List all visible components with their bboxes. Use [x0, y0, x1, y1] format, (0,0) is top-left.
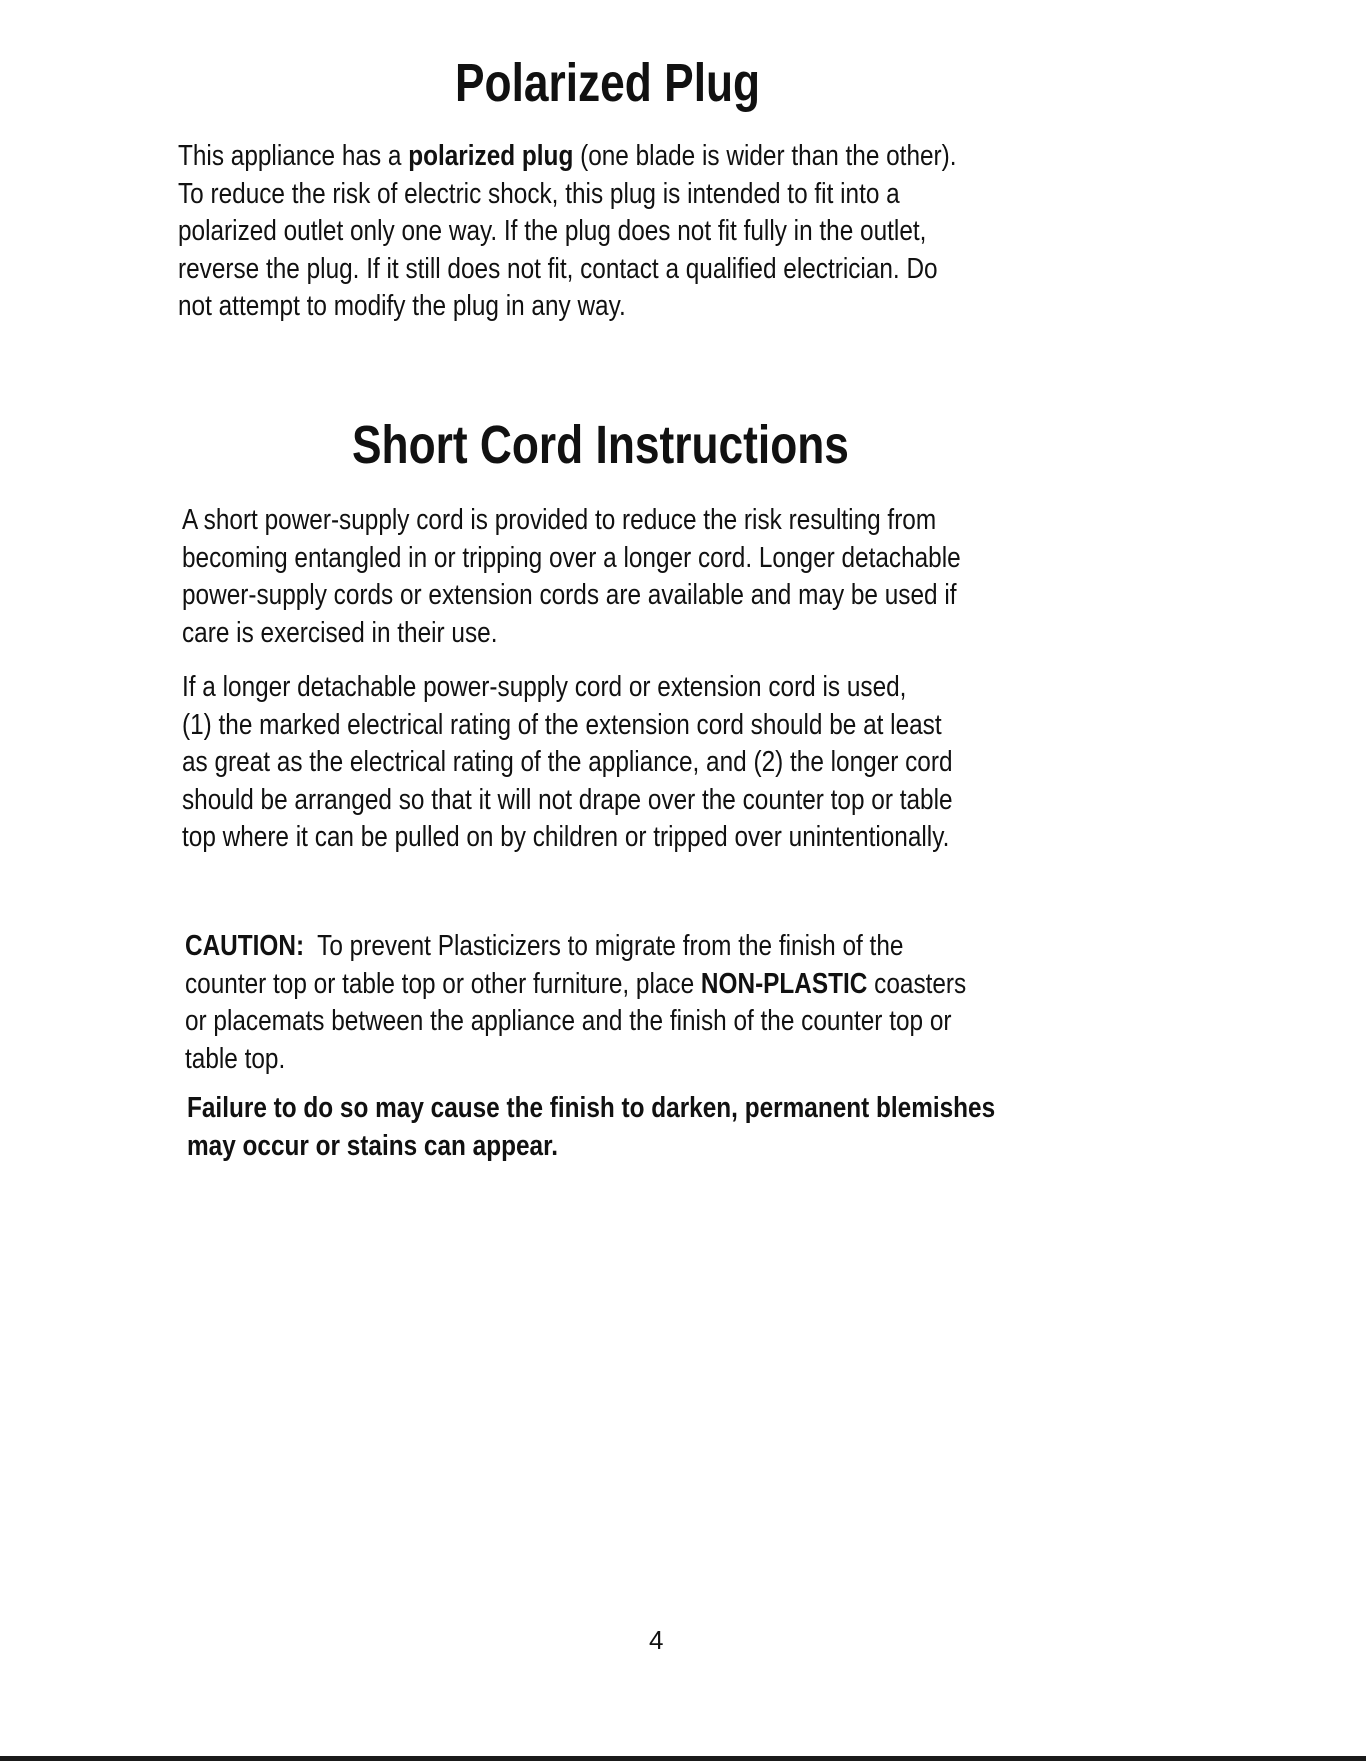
caution-paragraph: [185, 928, 1059, 1078]
short-cord-p2-line-5: top where it can be pulled on by children or tripped over unintentionally.: [182, 821, 950, 853]
caution-line-3: or placemats between the appliance and the finish of the counter top or: [185, 1005, 952, 1037]
page-number: 4: [649, 1625, 664, 1655]
short-cord-heading: Short Cord Instructions: [352, 415, 849, 475]
short-cord-p2-line-1: If a longer detachable power-supply cord or extension cord is used,: [182, 671, 907, 703]
polarized-line-1: [178, 138, 1052, 176]
short-cord-p1-line-2: becoming entangled in or tripping over a longer cord. Longer detachable: [182, 541, 961, 574]
short-cord-paragraph-1: [182, 502, 1056, 652]
short-cord-p1-line-1: A short power-supply cord is provided to reduce the risk resulting from: [182, 504, 937, 536]
polarized-line-4: reverse the plug. If it still does not fit, contact a qualified electrician. Do: [178, 252, 938, 285]
bottom-edge-rule: [0, 1756, 1366, 1761]
short-cord-p2-line-3: as great as the electrical rating of the appliance, and (2) the longer cord: [182, 746, 953, 778]
polarized-plug-paragraph: [178, 138, 1052, 326]
polarized-line-1-start: This appliance has a: [178, 140, 409, 172]
caution-line-2-end: coasters: [867, 967, 967, 1000]
short-cord-p1-line-3: power-supply cords or extension cords are available and may be used if: [182, 579, 957, 611]
caution-line-2: [185, 966, 1059, 1004]
caution-line-4: table top.: [185, 1042, 286, 1075]
polarized-line-2: To reduce the risk of electric shock, this plug is intended to fit into a: [178, 177, 900, 210]
caution-line-1-text: To prevent Plasticizers to migrate from the finish of the: [304, 930, 904, 962]
polarized-plug-term: polarized plug: [408, 140, 574, 172]
caution-label: CAUTION:: [185, 930, 305, 962]
warning-paragraph: [187, 1090, 1061, 1165]
warning-line-1: Failure to do so may cause the finish to darken, permanent blemishes: [187, 1092, 996, 1124]
polarized-line-3: polarized outlet only one way. If the plug does not fit fully in the outlet,: [178, 215, 927, 247]
caution-line-1: [185, 928, 1059, 966]
polarized-line-5: not attempt to modify the plug in any way.: [178, 290, 626, 322]
warning-line-2: may occur or stains can appear.: [187, 1129, 558, 1162]
polarized-line-1-end: (one blade is wider than the other).: [573, 140, 957, 172]
polarized-plug-heading: Polarized Plug: [455, 53, 761, 113]
caution-line-2-start: counter top or table top or other furniture, place: [185, 967, 701, 1000]
short-cord-paragraph-2: [182, 669, 1056, 857]
non-plastic-term: NON-PLASTIC: [700, 967, 868, 1000]
short-cord-p2-line-2: (1) the marked electrical rating of the extension cord should be at least: [182, 708, 942, 741]
short-cord-p2-line-4: should be arranged so that it will not drape over the counter top or table: [182, 783, 953, 816]
short-cord-p1-line-4: care is exercised in their use.: [182, 616, 498, 649]
